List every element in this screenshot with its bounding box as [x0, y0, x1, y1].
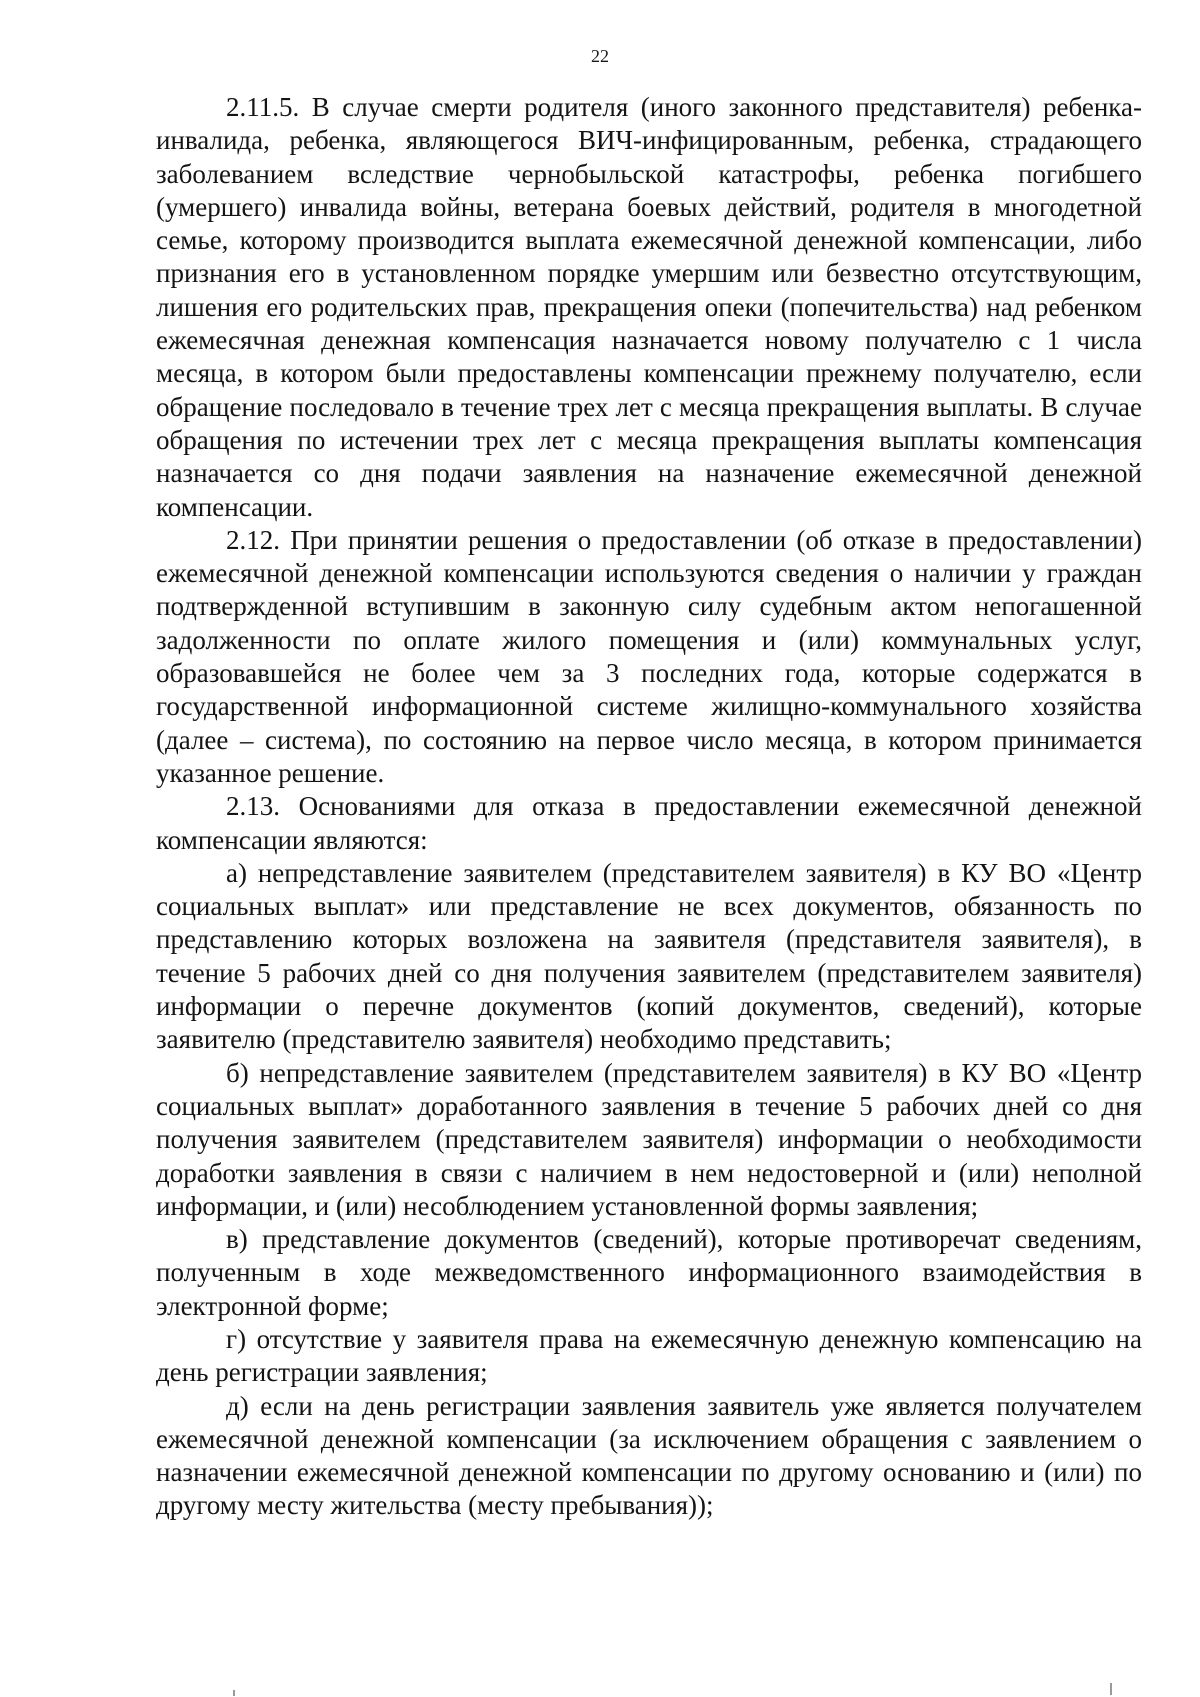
list-item-g: г) отсутствие у заявителя права на ежемесячную денежную компенсацию на день регистрации заявления;	[156, 1323, 1142, 1388]
paragraph-2-13: 2.13. Основаниями для отказа в предоставлении ежемесячной денежной компенсации являются:	[156, 791, 1142, 855]
list-item-b: б) непредставление заявителем (представителем заявителя) в КУ ВО «Центр социальных выплат» доработанного заявления в течение 5 рабочих дней со дня получения заявителем (представителем заявителя) информации о необходимости доработки заявления в связи с наличием в нем недостоверной и (или) неполной информации, и (или) несоблюдением установленной формы заявления;	[156, 1057, 1142, 1221]
paragraph-2-12: 2.12. При принятии решения о предоставлении (об отказе в предоставлении) ежемесячной денежной компенсации используются сведения о наличии у граждан подтвержденной вступившим в законную силу судебным актом непогашенной задолженности по оплате жилого помещения и (или) коммунальных услуг, образовавшейся не более чем за 3 последних года, которые содержатся в государственной информационной системе жилищно-коммунального хозяйства (далее – система), по состоянию на первое число месяца, в котором принимается указанное решение.	[156, 524, 1142, 788]
page-number: 22	[591, 46, 609, 66]
list-item-d: д) если на день регистрации заявления заявитель уже является получателем ежемесячной денежной компенсации (за исключением обращения с заявлением о назначении ежемесячной денежной компенсации по другому основанию и (или) по другому месту жительства (месту пребывания));	[156, 1390, 1142, 1521]
document-body	[156, 91, 1142, 1523]
list-item-v: в) представление документов (сведений), которые противоречат сведениям, полученным в ходе межведомственного информационного взаимодействия в электронной форме;	[156, 1224, 1142, 1321]
scan-mark-right	[1110, 1683, 1112, 1695]
scan-mark-left	[233, 1690, 235, 1696]
paragraph-2-11-5: 2.11.5. В случае смерти родителя (иного законного представителя) ребенка-инвалида, ребенка, являющегося ВИЧ-инфицированным, ребенка, страдающего заболеванием вследствие чернобыльской катастрофы, ребенка погибшего (умершего) инвалида войны, ветерана боевых действий, родителя в многодетной семье, которому производится выплата ежемесячной денежной компенсации, либо признания его в установленном порядке умершим или безвестно отсутствующим, лишения его родительских прав, прекращения опеки (попечительства) над ребенком ежемесячная денежная компенсация назначается новому получателю с 1 числа месяца, в котором были предоставлены компенсации прежнему получателю, если обращение последовало в течение трех лет с месяца прекращения выплаты. В случае обращения по истечении трех лет с месяца прекращения выплаты компенсация назначается со дня подачи заявления на назначение ежемесячной денежной компенсации.	[156, 92, 1142, 522]
list-item-a: а) непредставление заявителем (представителем заявителя) в КУ ВО «Центр социальных выплат» или представление не всех документов, обязанность по представлению которых возложена на заявителя (представителя заявителя), в течение 5 рабочих дней со дня получения заявителем (представителем заявителя) информации о перечне документов (копий документов, сведений), которые заявителю (представителю заявителя) необходимо представить;	[156, 857, 1142, 1055]
